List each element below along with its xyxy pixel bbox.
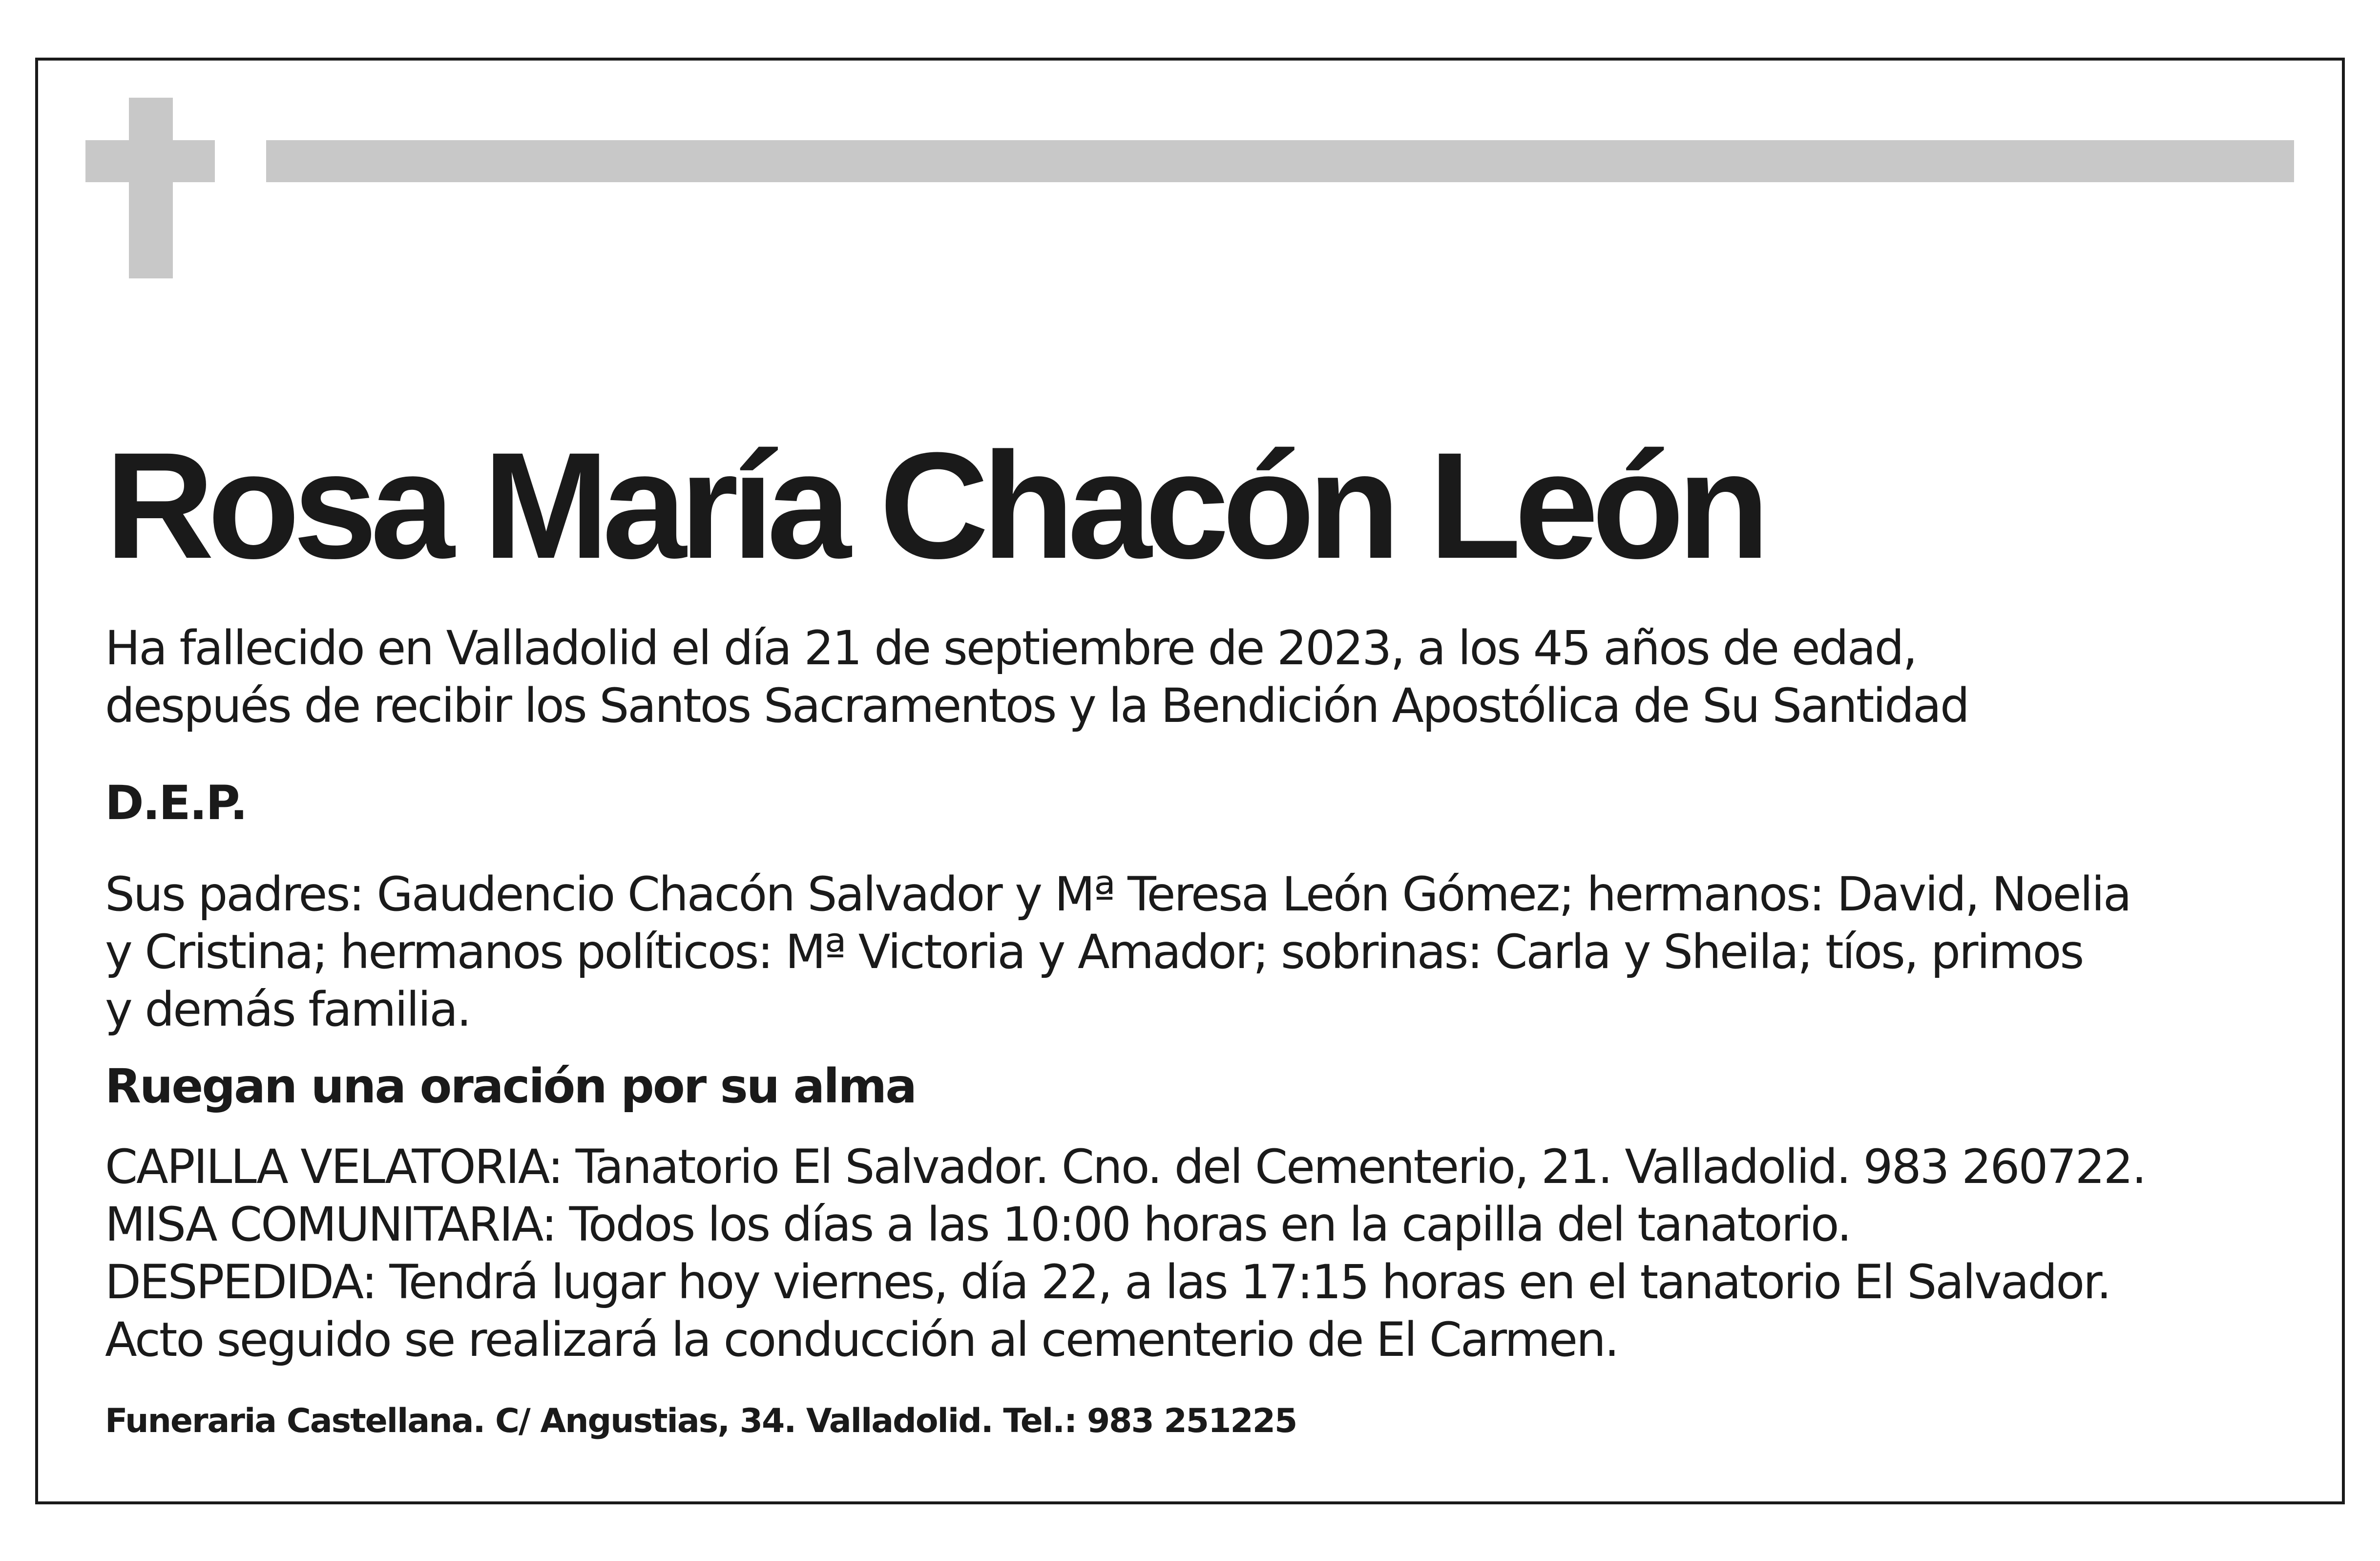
service-line: MISA COMUNITARIA: Todos los días a las 10:00 horas en la capilla del tanatorio.	[105, 1197, 1851, 1252]
intro-text	[105, 619, 1968, 735]
service-line: Acto seguido se realizará la conducción al cementerio de El Carmen.	[105, 1312, 1618, 1367]
intro-line: después de recibir los Santos Sacramentos y la Bendición Apostólica de Su Santidad	[105, 678, 1968, 733]
service-line: CAPILLA VELATORIA: Tanatorio El Salvador. Cno. del Cementerio, 21. Valladolid. 983 260722.	[105, 1139, 2146, 1194]
prayer-text: Ruegan una oración por su alma	[105, 1059, 916, 1114]
intro-line: Ha fallecido en Valladolid el día 21 de septiembre de 2023, a los 45 años de edad,	[105, 621, 1917, 675]
family-line: y demás familia.	[105, 982, 470, 1037]
deceased-name: Rosa María Chacón León	[105, 421, 1763, 590]
service-line: DESPEDIDA: Tendrá lugar hoy viernes, día 22, a las 17:15 horas en el tanatorio El Salvador.	[105, 1255, 2110, 1309]
family-text	[105, 865, 2130, 1038]
family-line: y Cristina; hermanos políticos: Mª Victoria y Amador; sobrinas: Carla y Sheila; tíos, primos	[105, 925, 2083, 979]
service-text	[105, 1138, 2145, 1369]
funeral-home-footer: Funeraria Castellana. C/ Angustias, 34. Valladolid. Tel.: 983 251225	[105, 1402, 1297, 1440]
family-line: Sus padres: Gaudencio Chacón Salvador y Mª Teresa León Gómez; hermanos: David, Noelia	[105, 867, 2130, 922]
header-bar	[266, 140, 2294, 182]
dep-label: D.E.P.	[105, 776, 247, 830]
cross-icon-arm	[85, 140, 215, 182]
cross-icon	[129, 98, 173, 278]
